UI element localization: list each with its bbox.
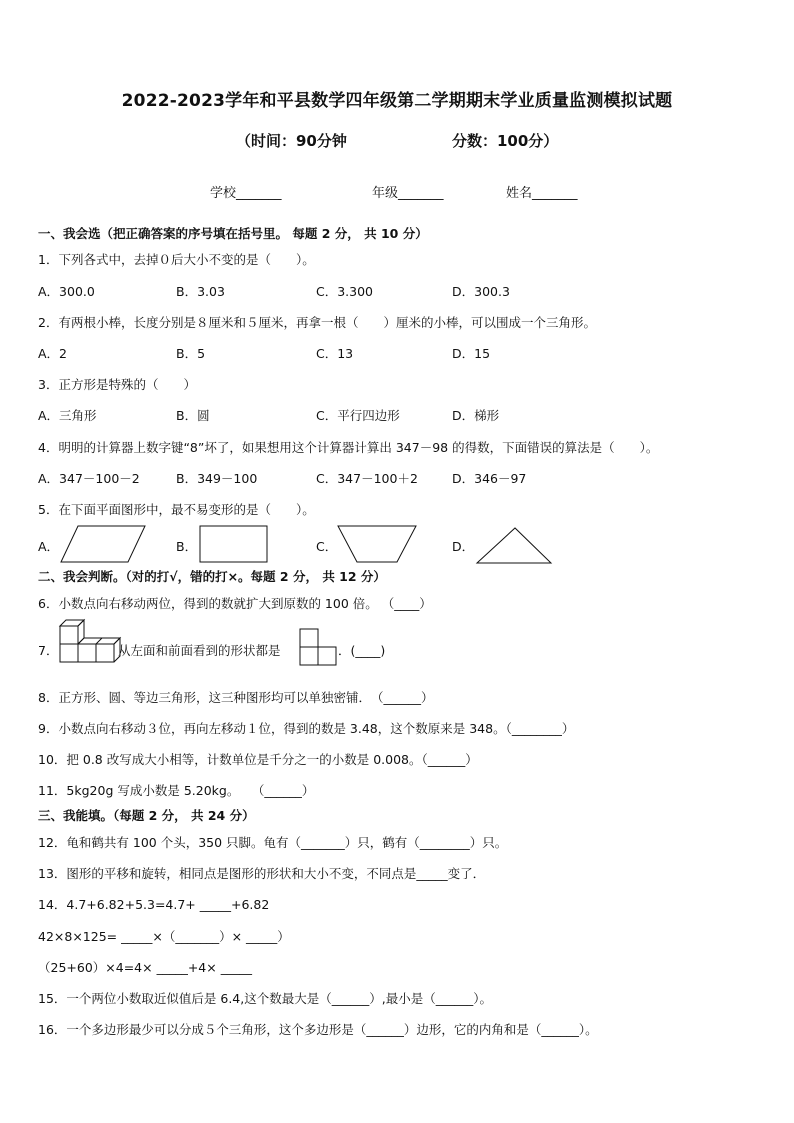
section-1-heading: 一、我会选（把正确答案的序号填在括号里。 每题 2 分， 共 10 分） (38, 226, 428, 241)
question-1: 1．下列各式中，去掉０后大小不变的是（ ）。 (38, 252, 315, 267)
question-12: 12．龟和鹤共有 100 个头，350 只脚。龟有（_______）只，鹤有（________）只。 (38, 835, 508, 850)
name-field[interactable]: 姓名_______ (506, 186, 578, 201)
q2-option-c[interactable]: C．13 (316, 346, 354, 361)
q2-option-d[interactable]: D．15 (452, 346, 491, 361)
exam-score: 分数：100分） (452, 132, 559, 150)
page-title: 2022-2023学年和平县数学四年级第二学期期末学业质量监测模拟试题 (121, 91, 673, 111)
q2-option-b[interactable]: B．5 (176, 346, 206, 361)
question-3: 3．正方形是特殊的（ ） (38, 377, 196, 392)
exam-time: （时间：90分钟 (236, 132, 347, 150)
q4-option-b[interactable]: B．349－100 (176, 471, 258, 486)
trapezoid-shape (336, 524, 420, 566)
q5-option-b[interactable]: B． (176, 539, 198, 554)
rectangle-shape (198, 524, 270, 564)
q5-option-d[interactable]: D． (452, 539, 475, 554)
l-shape-view-figure (298, 627, 340, 669)
question-4: 4．明明的计算器上数字键“8”坏了，如果想用这个计算器计算出 347－98 的得数，下面错误的算法是（ ）。 (38, 440, 659, 455)
section-2-heading: 二、我会判断。（对的打√，错的打×。每题 2 分， 共 12 分） (38, 569, 386, 584)
section-3-heading: 三、我能填。（每题 2 分， 共 24 分） (38, 808, 255, 823)
q5-option-a[interactable]: A． (38, 539, 60, 554)
question-14-line-3: （25+60）×4=4× _____+4× _____ (38, 960, 252, 975)
q4-option-d[interactable]: D．346－97 (452, 471, 527, 486)
q3-option-a[interactable]: A．三角形 (38, 408, 97, 423)
q5-option-c[interactable]: C． (316, 539, 338, 554)
q4-option-a[interactable]: A．347－100－2 (38, 471, 140, 486)
stacked-cubes-figure (56, 618, 120, 670)
q1-option-a[interactable]: A．300.0 (38, 284, 95, 299)
q1-option-b[interactable]: B．3.03 (176, 284, 225, 299)
q3-option-c[interactable]: C．平行四边形 (316, 408, 400, 423)
question-11: 11．5kg20g 写成小数是 5.20kg。 （______） (38, 783, 315, 798)
question-15: 15．一个两位小数取近似值后是 6.4,这个数最大是（______）,最小是（______）。 (38, 991, 492, 1006)
question-14-line-2: 42×8×125= _____×（_______）× _____） (38, 929, 290, 944)
question-8: 8．正方形、圆、等边三角形，这三种图形均可以单独密铺． （______） (38, 690, 434, 705)
question-13: 13．图形的平移和旋转，相同点是图形的形状和大小不变，不同点是_____变了． (38, 866, 486, 881)
q4-option-c[interactable]: C．347－100＋2 (316, 471, 418, 486)
q1-option-d[interactable]: D．300.3 (452, 284, 510, 299)
question-6: 6．小数点向右移动两位，得到的数就扩大到原数的 100 倍。 （____） (38, 596, 432, 611)
question-14-line-1: 14．4.7+6.82+5.3=4.7+ _____+6.82 (38, 897, 270, 912)
question-5: 5．在下面平面图形中，最不易变形的是（ ）。 (38, 502, 315, 517)
question-16: 16．一个多边形最少可以分成５个三角形，这个多边形是（______）边形，它的内角和是（______）。 (38, 1022, 598, 1037)
question-7-tail: ．(____) (338, 643, 386, 658)
q3-option-b[interactable]: B．圆 (176, 408, 210, 423)
q3-option-d[interactable]: D．梯形 (452, 408, 500, 423)
parallelogram-shape (60, 524, 150, 564)
question-7-number: 7． (38, 643, 59, 658)
grade-field[interactable]: 年级_______ (372, 186, 444, 201)
q2-option-a[interactable]: A．2 (38, 346, 68, 361)
question-10: 10．把 0.8 改写成大小相等，计数单位是千分之一的小数是 0.008。（______） (38, 752, 478, 767)
question-9: 9．小数点向右移动３位，再向左移动１位，得到的数是 3.48，这个数原来是 348。（________） (38, 721, 575, 736)
triangle-shape (475, 526, 555, 566)
question-2: 2．有两根小棒，长度分别是８厘米和５厘米，再拿一根（ ）厘米的小棒，可以围成一个三角形。 (38, 315, 596, 330)
q1-option-c[interactable]: C．3.300 (316, 284, 374, 299)
school-field[interactable]: 学校_______ (210, 186, 282, 201)
question-7-text: 从左面和前面看到的形状都是 (118, 643, 281, 658)
